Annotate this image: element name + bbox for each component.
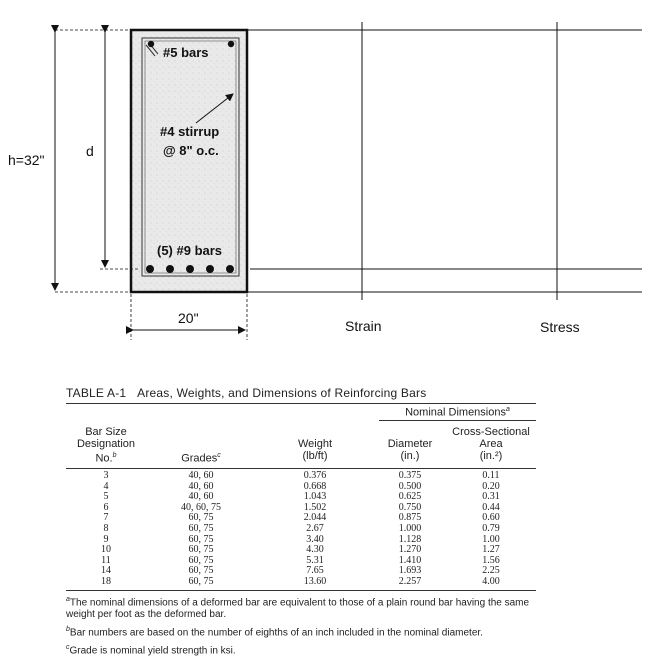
cell-diameter: 0.375 [398, 470, 422, 481]
cell-grades: 60, 75 [188, 522, 214, 534]
cell-area: 0.20 [482, 480, 500, 492]
cell-area: 1.00 [482, 533, 500, 545]
table-row [66, 503, 536, 514]
table-row [66, 471, 536, 482]
cell-grades: 40, 60 [188, 470, 214, 481]
cell-grades: 60, 75 [188, 575, 214, 587]
cell-diameter: 0.750 [398, 501, 422, 513]
stress-label: Stress [540, 319, 580, 335]
cell-grades: 60, 75 [188, 512, 214, 524]
col-bar-size-header: Bar Size Designation No.$^b$ [76, 426, 136, 465]
cell-diameter: 1.693 [398, 565, 422, 577]
cell-bar-size: 11 [101, 554, 111, 566]
table-title-text: Areas, Weights, and Dimensions of Reinforcing Bars [137, 386, 427, 400]
table-title [66, 386, 536, 400]
cell-grades: 40, 60, 75 [181, 501, 221, 513]
bottom-bar [206, 265, 214, 273]
cell-area: 0.60 [482, 512, 500, 524]
bottom-bar [146, 265, 154, 273]
cell-bar-size: 10 [101, 544, 111, 556]
cell-area: 1.56 [482, 554, 500, 566]
cell-bar-size: 9 [103, 533, 109, 545]
cell-area: 0.11 [482, 470, 500, 481]
cell-diameter: 2.257 [398, 575, 422, 587]
cell-grades: 60, 75 [188, 533, 214, 545]
table-bottom-rule [66, 590, 536, 591]
table-footnotes [66, 594, 536, 658]
cell-diameter: 0.500 [398, 480, 422, 492]
cell-weight: 2.67 [306, 522, 324, 534]
cell-weight: 7.65 [306, 565, 324, 577]
cell-bar-size: 14 [101, 565, 111, 577]
cell-grades: 60, 75 [188, 544, 214, 556]
cell-weight: 0.668 [303, 480, 327, 492]
cell-area: 0.44 [482, 501, 500, 513]
footnote: $^c$Grade is nominal yield strength in ksi. [66, 643, 236, 657]
cell-weight: 13.60 [303, 575, 327, 587]
top-bar [148, 41, 154, 47]
strain-label: Strain [345, 318, 382, 334]
height-label: h=32" [8, 152, 45, 168]
cell-weight: 0.376 [303, 470, 327, 481]
bottom-bar [226, 265, 234, 273]
table-row [66, 482, 536, 493]
cell-area: 0.31 [482, 491, 500, 503]
col-diameter-header: Diameter (in.) [387, 438, 433, 462]
cell-diameter: 1.270 [398, 544, 422, 556]
cell-grades: 60, 75 [188, 554, 214, 566]
table-row [66, 556, 536, 567]
cell-area: 0.79 [482, 522, 500, 534]
cell-diameter: 0.625 [398, 491, 422, 503]
table-row [66, 524, 536, 535]
reinforcing-bar-table [66, 386, 536, 660]
cell-bar-size: 7 [103, 512, 109, 524]
cell-weight: 3.40 [306, 533, 324, 545]
cell-bar-size: 5 [103, 491, 109, 503]
cell-bar-size: 8 [103, 522, 109, 534]
width-label: 20" [178, 310, 199, 326]
cell-grades: 60, 75 [188, 565, 214, 577]
cell-grades: 40, 60 [188, 491, 214, 503]
table-row [66, 577, 536, 588]
col-grades-header: Grades$^c$ [181, 452, 221, 465]
cell-bar-size: 6 [103, 501, 109, 513]
table-body [66, 469, 536, 590]
nominal-dimensions-header: Nominal Dimensions$^a$ [405, 406, 510, 419]
cell-bar-size: 4 [103, 480, 109, 492]
col-weight-header: Weight (lb/ft) [297, 438, 333, 462]
cell-weight: 4.30 [306, 544, 324, 556]
cell-weight: 5.31 [306, 554, 324, 566]
stirrup-label-line2: @ 8" o.c. [163, 143, 219, 158]
cell-area: 4.00 [482, 575, 500, 587]
cell-bar-size: 3 [103, 470, 109, 481]
cell-area: 1.27 [482, 544, 500, 556]
cell-weight: 1.043 [303, 491, 327, 503]
footnote: $^b$Bar numbers are based on the number of eighths of an inch included in the nominal diameter. [66, 625, 483, 639]
cell-area: 2.25 [482, 565, 500, 577]
bar5-label: #5 bars [163, 45, 209, 60]
table-row [66, 545, 536, 556]
nominal-dimensions-rule [379, 420, 536, 421]
table-number: TABLE A-1 [66, 386, 127, 400]
cell-diameter: 1.000 [398, 522, 422, 534]
cell-grades: 40, 60 [188, 480, 214, 492]
table-row [66, 513, 536, 524]
cell-diameter: 0.875 [398, 512, 422, 524]
cell-diameter: 1.128 [398, 533, 422, 545]
table-row [66, 492, 536, 503]
table-header [66, 404, 536, 468]
table-row [66, 566, 536, 577]
cell-bar-size: 18 [101, 575, 111, 587]
cell-weight: 1.502 [303, 501, 327, 513]
depth-label: d [86, 143, 94, 159]
bottom-bar [166, 265, 174, 273]
top-bar [228, 41, 234, 47]
cell-diameter: 1.410 [398, 554, 422, 566]
bottom-bar [186, 265, 194, 273]
footnote: $^a$The nominal dimensions of a deformed bar are equivalent to those of a plain round bar having the same weight per foot as the deformed bar. [66, 595, 530, 621]
table-row [66, 535, 536, 546]
col-area-header: Cross-Sectional Area (in.²) [452, 426, 530, 462]
stirrup-label-line1: #4 stirrup [160, 124, 220, 139]
bar9-label: (5) #9 bars [157, 243, 223, 258]
cell-weight: 2.044 [303, 512, 327, 524]
